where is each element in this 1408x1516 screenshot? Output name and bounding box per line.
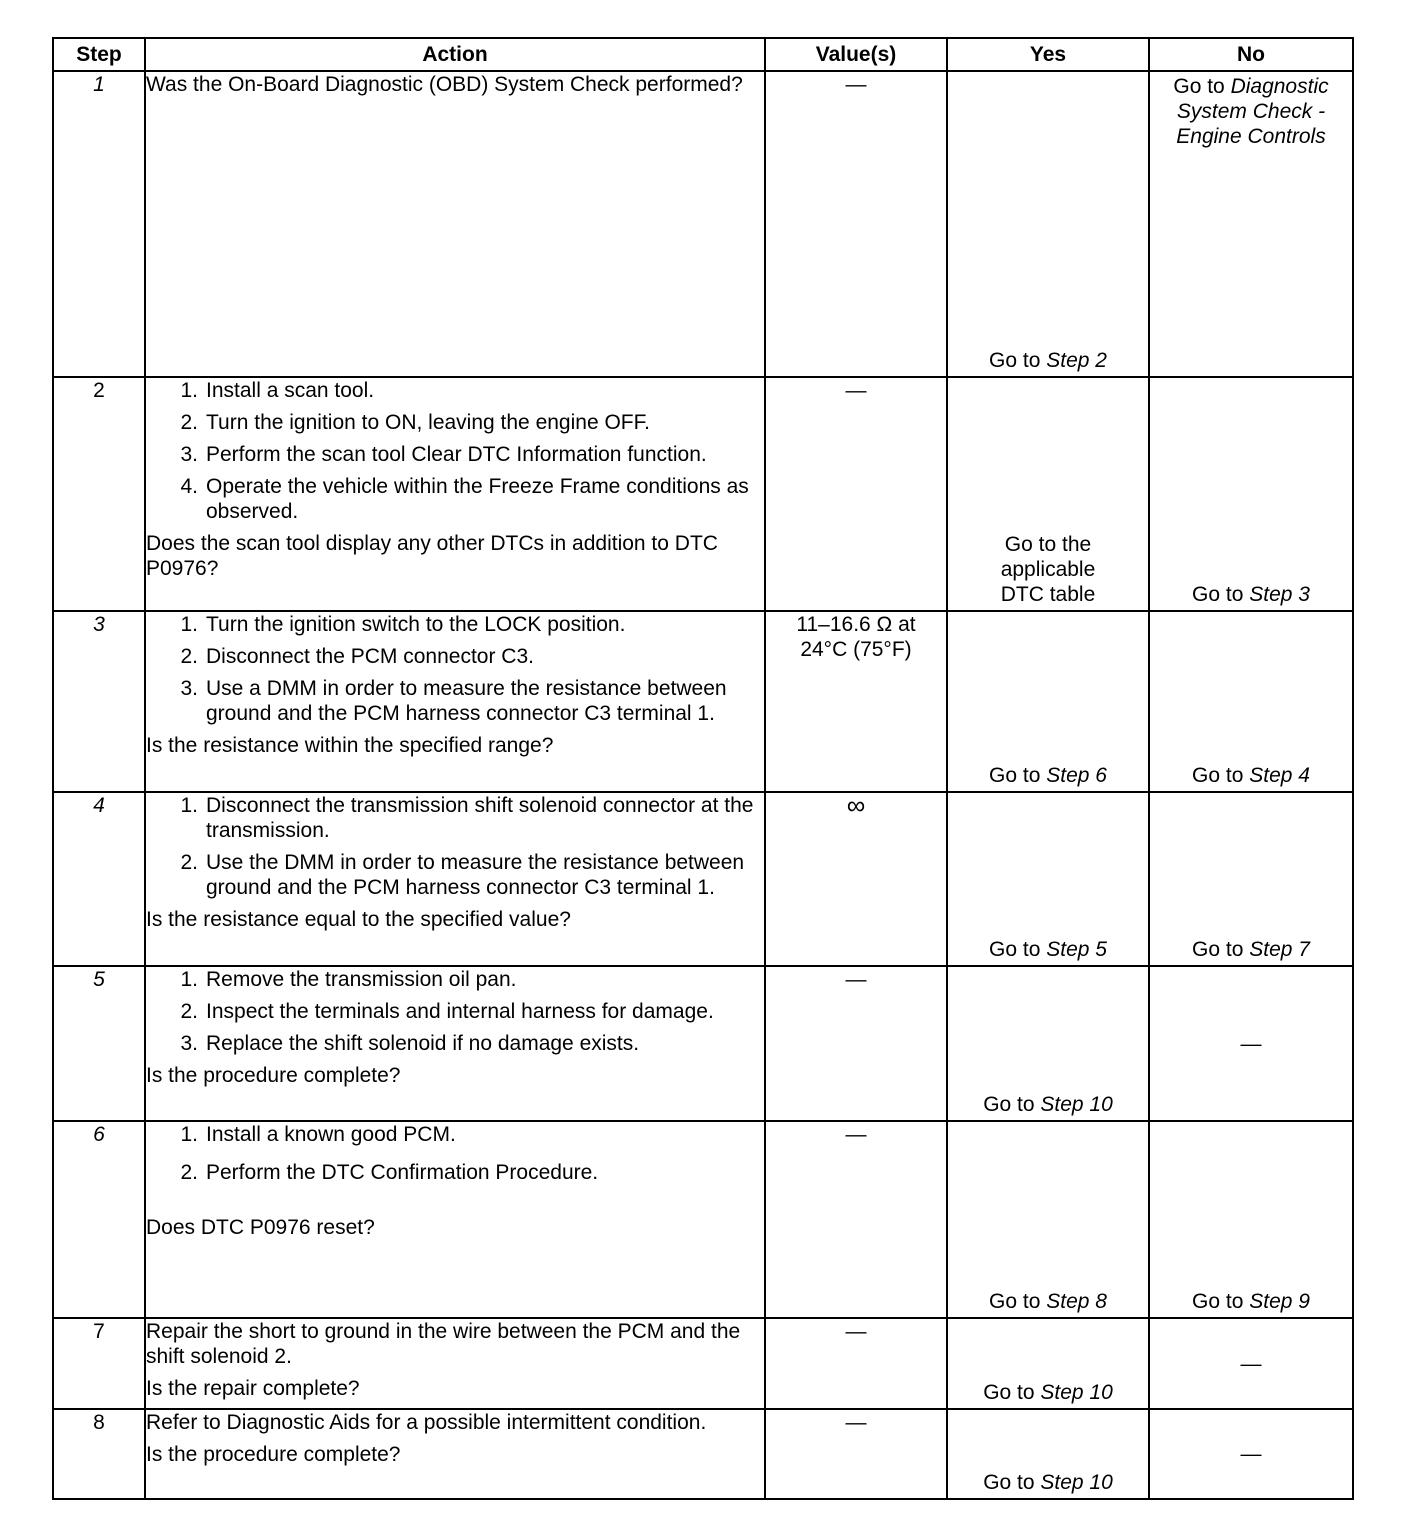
- yes-prefix: Go to: [983, 1093, 1041, 1116]
- table-row: [53, 966, 1353, 1121]
- no-link[interactable]: Step 9: [1249, 1290, 1310, 1313]
- yes-prefix: Go to: [989, 764, 1047, 787]
- action-question: Is the procedure complete?: [146, 1064, 401, 1087]
- value-cell: —: [765, 377, 947, 611]
- diagnostic-table: [52, 37, 1354, 1500]
- step-number: 1: [53, 71, 145, 377]
- header-values: Value(s): [765, 38, 947, 71]
- header-action: Action: [145, 38, 765, 71]
- value-spec: 11–16.6 Ω at 24°C (75°F): [796, 613, 916, 661]
- action-cell: [145, 611, 765, 792]
- list-item: 1. Disconnect the transmission shift solenoid connector at the transmission.: [180, 794, 754, 842]
- action-cell: [145, 1121, 765, 1318]
- action-statement: Refer to Diagnostic Aids for a possible intermittent condition.: [146, 1411, 707, 1434]
- no-cell: [1149, 377, 1353, 611]
- yes-link[interactable]: Step 10: [1040, 1381, 1113, 1404]
- no-cell: [1149, 966, 1353, 1121]
- value-cell: ∞: [765, 792, 947, 966]
- no-link[interactable]: Step 3: [1249, 583, 1310, 606]
- list-item: 3. Perform the scan tool Clear DTC Information function.: [180, 443, 707, 466]
- list-item: 1. Install a known good PCM.: [180, 1123, 456, 1146]
- header-yes: Yes: [947, 38, 1149, 71]
- header-row: [53, 38, 1353, 71]
- no-cell: [1149, 1409, 1353, 1499]
- header-step: Step: [53, 38, 145, 71]
- no-cell: [1149, 1318, 1353, 1409]
- no-cell: [1149, 71, 1353, 377]
- action-question: Was the On-Board Diagnostic (OBD) System Check performed?: [146, 73, 743, 96]
- yes-prefix: Go to: [983, 1381, 1041, 1404]
- list-item: 1. Install a scan tool.: [180, 379, 375, 402]
- step-number: 4: [53, 792, 145, 966]
- list-item: 4. Operate the vehicle within the Freeze Frame conditions as observed.: [180, 475, 749, 523]
- action-question: Does the scan tool display any other DTCs in addition to DTC P0976?: [146, 532, 718, 580]
- value-cell: [765, 611, 947, 792]
- action-question: Does DTC P0976 reset?: [146, 1216, 375, 1239]
- no-prefix: Go to: [1192, 1290, 1250, 1313]
- action-question: Is the procedure complete?: [146, 1443, 401, 1466]
- table-row: [53, 611, 1353, 792]
- step-number: 2: [53, 377, 145, 611]
- table-row: [53, 1121, 1353, 1318]
- step-number: 5: [53, 966, 145, 1121]
- action-question: Is the resistance equal to the specified value?: [146, 908, 571, 931]
- action-steps: [146, 793, 764, 900]
- no-cell: [1149, 1121, 1353, 1318]
- no-cell: [1149, 611, 1353, 792]
- yes-link[interactable]: Step 5: [1046, 938, 1107, 961]
- value-cell: —: [765, 1121, 947, 1318]
- no-link[interactable]: Step 4: [1249, 764, 1310, 787]
- table-row: [53, 1409, 1353, 1499]
- value-cell: —: [765, 966, 947, 1121]
- action-steps: [146, 967, 764, 1056]
- step-number: 3: [53, 611, 145, 792]
- yes-prefix: Go to: [989, 938, 1047, 961]
- no-prefix: Go to: [1173, 75, 1231, 98]
- step-number: 7: [53, 1318, 145, 1409]
- table-row: [53, 71, 1353, 377]
- list-item: 2. Inspect the terminals and internal harness for damage.: [180, 1000, 714, 1023]
- action-cell: [145, 1318, 765, 1409]
- action-steps: [146, 612, 764, 726]
- value-cell: —: [765, 1318, 947, 1409]
- yes-cell: [947, 377, 1149, 611]
- table-row: [53, 1318, 1353, 1409]
- no-text: —: [1240, 1442, 1262, 1466]
- yes-link[interactable]: Step 6: [1046, 764, 1107, 787]
- list-item: 2. Use the DMM in order to measure the resistance between ground and the PCM harness connector C3 terminal 1.: [180, 851, 745, 899]
- value-cell: —: [765, 1409, 947, 1499]
- list-item: 2. Turn the ignition to ON, leaving the engine OFF.: [180, 411, 650, 434]
- yes-prefix: Go to: [989, 349, 1047, 372]
- yes-cell: [947, 966, 1149, 1121]
- action-cell: [145, 377, 765, 611]
- yes-cell: [947, 1121, 1149, 1318]
- no-prefix: Go to: [1192, 583, 1250, 606]
- table-row: [53, 377, 1353, 611]
- no-cell: [1149, 792, 1353, 966]
- no-text: —: [1240, 1352, 1262, 1375]
- list-item: 3. Replace the shift solenoid if no damage exists.: [180, 1032, 640, 1055]
- no-prefix: Go to: [1192, 764, 1250, 787]
- action-cell: [145, 792, 765, 966]
- yes-link[interactable]: Step 2: [1046, 349, 1107, 372]
- no-link[interactable]: Step 7: [1249, 938, 1310, 961]
- yes-prefix: Go to: [989, 1290, 1047, 1313]
- action-statement: Repair the short to ground in the wire between the PCM and the shift solenoid 2.: [146, 1320, 741, 1368]
- table-row: [53, 792, 1353, 966]
- action-question: Is the repair complete?: [146, 1377, 360, 1400]
- yes-text[interactable]: Go to the applicable DTC table: [1000, 533, 1096, 606]
- action-cell: [145, 71, 765, 377]
- step-number: 6: [53, 1121, 145, 1318]
- yes-link[interactable]: Step 10: [1040, 1093, 1113, 1116]
- no-text: —: [1240, 1032, 1262, 1055]
- no-link[interactable]: Diagnostic System Check - Engine Controls: [1176, 75, 1329, 148]
- yes-link[interactable]: Step 8: [1046, 1290, 1107, 1313]
- no-prefix: Go to: [1192, 938, 1250, 961]
- yes-cell: [947, 792, 1149, 966]
- yes-link[interactable]: Step 10: [1040, 1471, 1113, 1494]
- header-no: No: [1149, 38, 1353, 71]
- yes-cell: [947, 71, 1149, 377]
- list-item: 3. Use a DMM in order to measure the resistance between ground and the PCM harness connector C3 terminal 1.: [180, 677, 727, 725]
- action-steps: [146, 1122, 764, 1185]
- list-item: 1. Remove the transmission oil pan.: [180, 968, 517, 991]
- yes-cell: [947, 1409, 1149, 1499]
- list-item: 2. Disconnect the PCM connector C3.: [180, 645, 534, 668]
- action-steps: [146, 378, 764, 524]
- action-cell: [145, 1409, 765, 1499]
- yes-cell: [947, 611, 1149, 792]
- yes-prefix: Go to: [983, 1471, 1041, 1494]
- yes-cell: [947, 1318, 1149, 1409]
- value-cell: —: [765, 71, 947, 377]
- list-item: 1. Turn the ignition switch to the LOCK position.: [180, 613, 626, 636]
- list-item: 2. Perform the DTC Confirmation Procedure.: [180, 1161, 599, 1184]
- action-cell: [145, 966, 765, 1121]
- step-number: 8: [53, 1409, 145, 1499]
- action-question: Is the resistance within the specified range?: [146, 734, 554, 757]
